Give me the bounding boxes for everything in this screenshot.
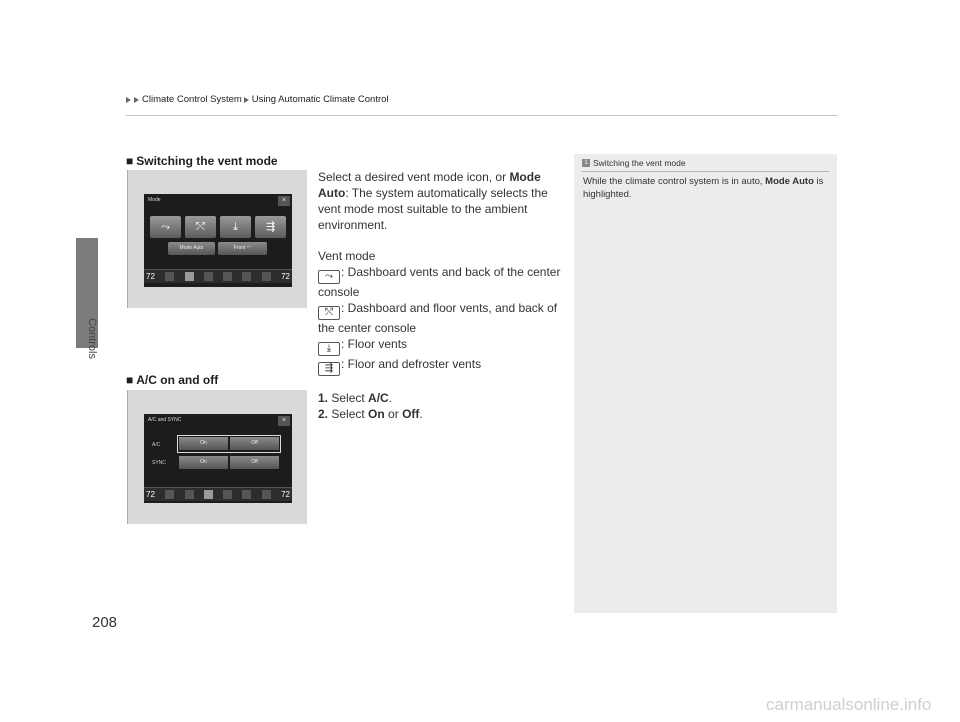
vent-item: ⇶ : Floor and defroster vents xyxy=(318,356,563,376)
breadcrumb xyxy=(126,94,389,105)
close-icon[interactable]: × xyxy=(278,196,290,206)
climate-control-bar xyxy=(144,269,292,283)
defrost-icon: ◠ xyxy=(246,245,252,251)
breadcrumb-arrow-icon xyxy=(126,97,131,103)
mode-screen xyxy=(144,194,292,287)
breadcrumb-arrow-icon xyxy=(244,97,249,103)
sync-row-label: SYNC xyxy=(152,460,166,466)
recirculation-icon[interactable] xyxy=(242,490,251,499)
driver-temp[interactable]: 72 xyxy=(146,272,155,281)
breadcrumb-item[interactable]: Climate Control System xyxy=(142,94,242,105)
fan-speed-icon[interactable] xyxy=(223,272,232,281)
vent-mode-icon[interactable] xyxy=(185,272,194,281)
note-title: 1 Switching the vent mode xyxy=(582,158,686,168)
mode-screen-figure xyxy=(127,170,307,308)
note-text: While the climate control system is in auto, Mode Auto is highlighted. xyxy=(583,176,824,200)
ac-sync-icon[interactable] xyxy=(204,272,213,281)
screen-title: Mode xyxy=(148,197,161,203)
breadcrumb-arrow-icon xyxy=(134,97,139,103)
side-section-label: Controls xyxy=(86,318,98,359)
screen-title: A/C and SYNC xyxy=(148,417,182,423)
step-item: 2. Select On or Off. xyxy=(318,407,423,421)
page-number: 208 xyxy=(92,614,118,631)
section-heading: ■ Switching the vent mode xyxy=(126,154,278,168)
breadcrumb-item[interactable]: Using Automatic Climate Control xyxy=(251,94,389,105)
vent-mode-list xyxy=(318,248,563,376)
driver-temp[interactable]: 72 xyxy=(146,490,155,499)
floor-vent-icon: ⤓ xyxy=(318,342,340,356)
vent-item: ⤓ : Floor vents xyxy=(318,336,563,356)
passenger-temp[interactable]: 72 xyxy=(281,490,290,499)
note-rule xyxy=(582,171,829,172)
passenger-seat-heater-icon[interactable] xyxy=(262,272,271,281)
close-icon[interactable]: × xyxy=(278,416,290,426)
passenger-seat-heater-icon[interactable] xyxy=(262,490,271,499)
recirculation-icon[interactable] xyxy=(242,272,251,281)
sync-on-button[interactable]: On xyxy=(179,456,228,469)
step-item: 1. Select A/C. xyxy=(318,391,393,405)
vent-mode-label: Vent mode xyxy=(318,249,376,263)
vent-mode-description: Select a desired vent mode icon, or Mode Auto: The system automatically selects the vent mode most suitable to the ambient environment. xyxy=(318,170,548,232)
dashboard-vent-button[interactable]: ⤳ xyxy=(150,216,181,238)
floor-defrost-vent-button[interactable]: ⇶ xyxy=(255,216,286,238)
seat-heater-icon[interactable] xyxy=(165,490,174,499)
climate-control-bar xyxy=(144,487,292,501)
vent-item: ⤲ : Dashboard and floor vents, and back of the center console xyxy=(318,301,558,335)
vent-item: ⤳ : Dashboard vents and back of the center console xyxy=(318,265,561,299)
ac-row-label: A/C xyxy=(152,442,161,448)
header-rule xyxy=(126,115,838,116)
fan-speed-icon[interactable] xyxy=(223,490,232,499)
floor-defrost-vent-icon: ⇶ xyxy=(318,362,340,376)
sync-off-button[interactable]: Off xyxy=(230,456,279,469)
ac-off-button[interactable]: Off xyxy=(230,437,279,450)
vent-mode-icon[interactable] xyxy=(185,490,194,499)
front-defrost-button[interactable]: Front ◠ xyxy=(218,242,267,255)
watermark: carmanualsonline.info xyxy=(766,695,932,714)
ac-sync-icon[interactable] xyxy=(204,490,213,499)
mode-auto-button[interactable]: Mode Auto xyxy=(168,242,215,255)
bilevel-vent-button[interactable]: ⤲ xyxy=(185,216,216,238)
seat-heater-icon[interactable] xyxy=(165,272,174,281)
bilevel-vent-icon: ⤲ xyxy=(318,306,340,320)
note-number-icon: 1 xyxy=(582,159,590,167)
dashboard-vent-icon: ⤳ xyxy=(318,270,340,284)
floor-vent-button[interactable]: ⤓ xyxy=(220,216,251,238)
ac-steps xyxy=(318,390,563,422)
ac-on-button[interactable]: On xyxy=(179,437,228,450)
ac-screen xyxy=(144,414,292,503)
section-heading: ■ A/C on and off xyxy=(126,373,219,387)
ac-screen-figure xyxy=(127,390,307,524)
passenger-temp[interactable]: 72 xyxy=(281,272,290,281)
side-note xyxy=(574,154,837,613)
